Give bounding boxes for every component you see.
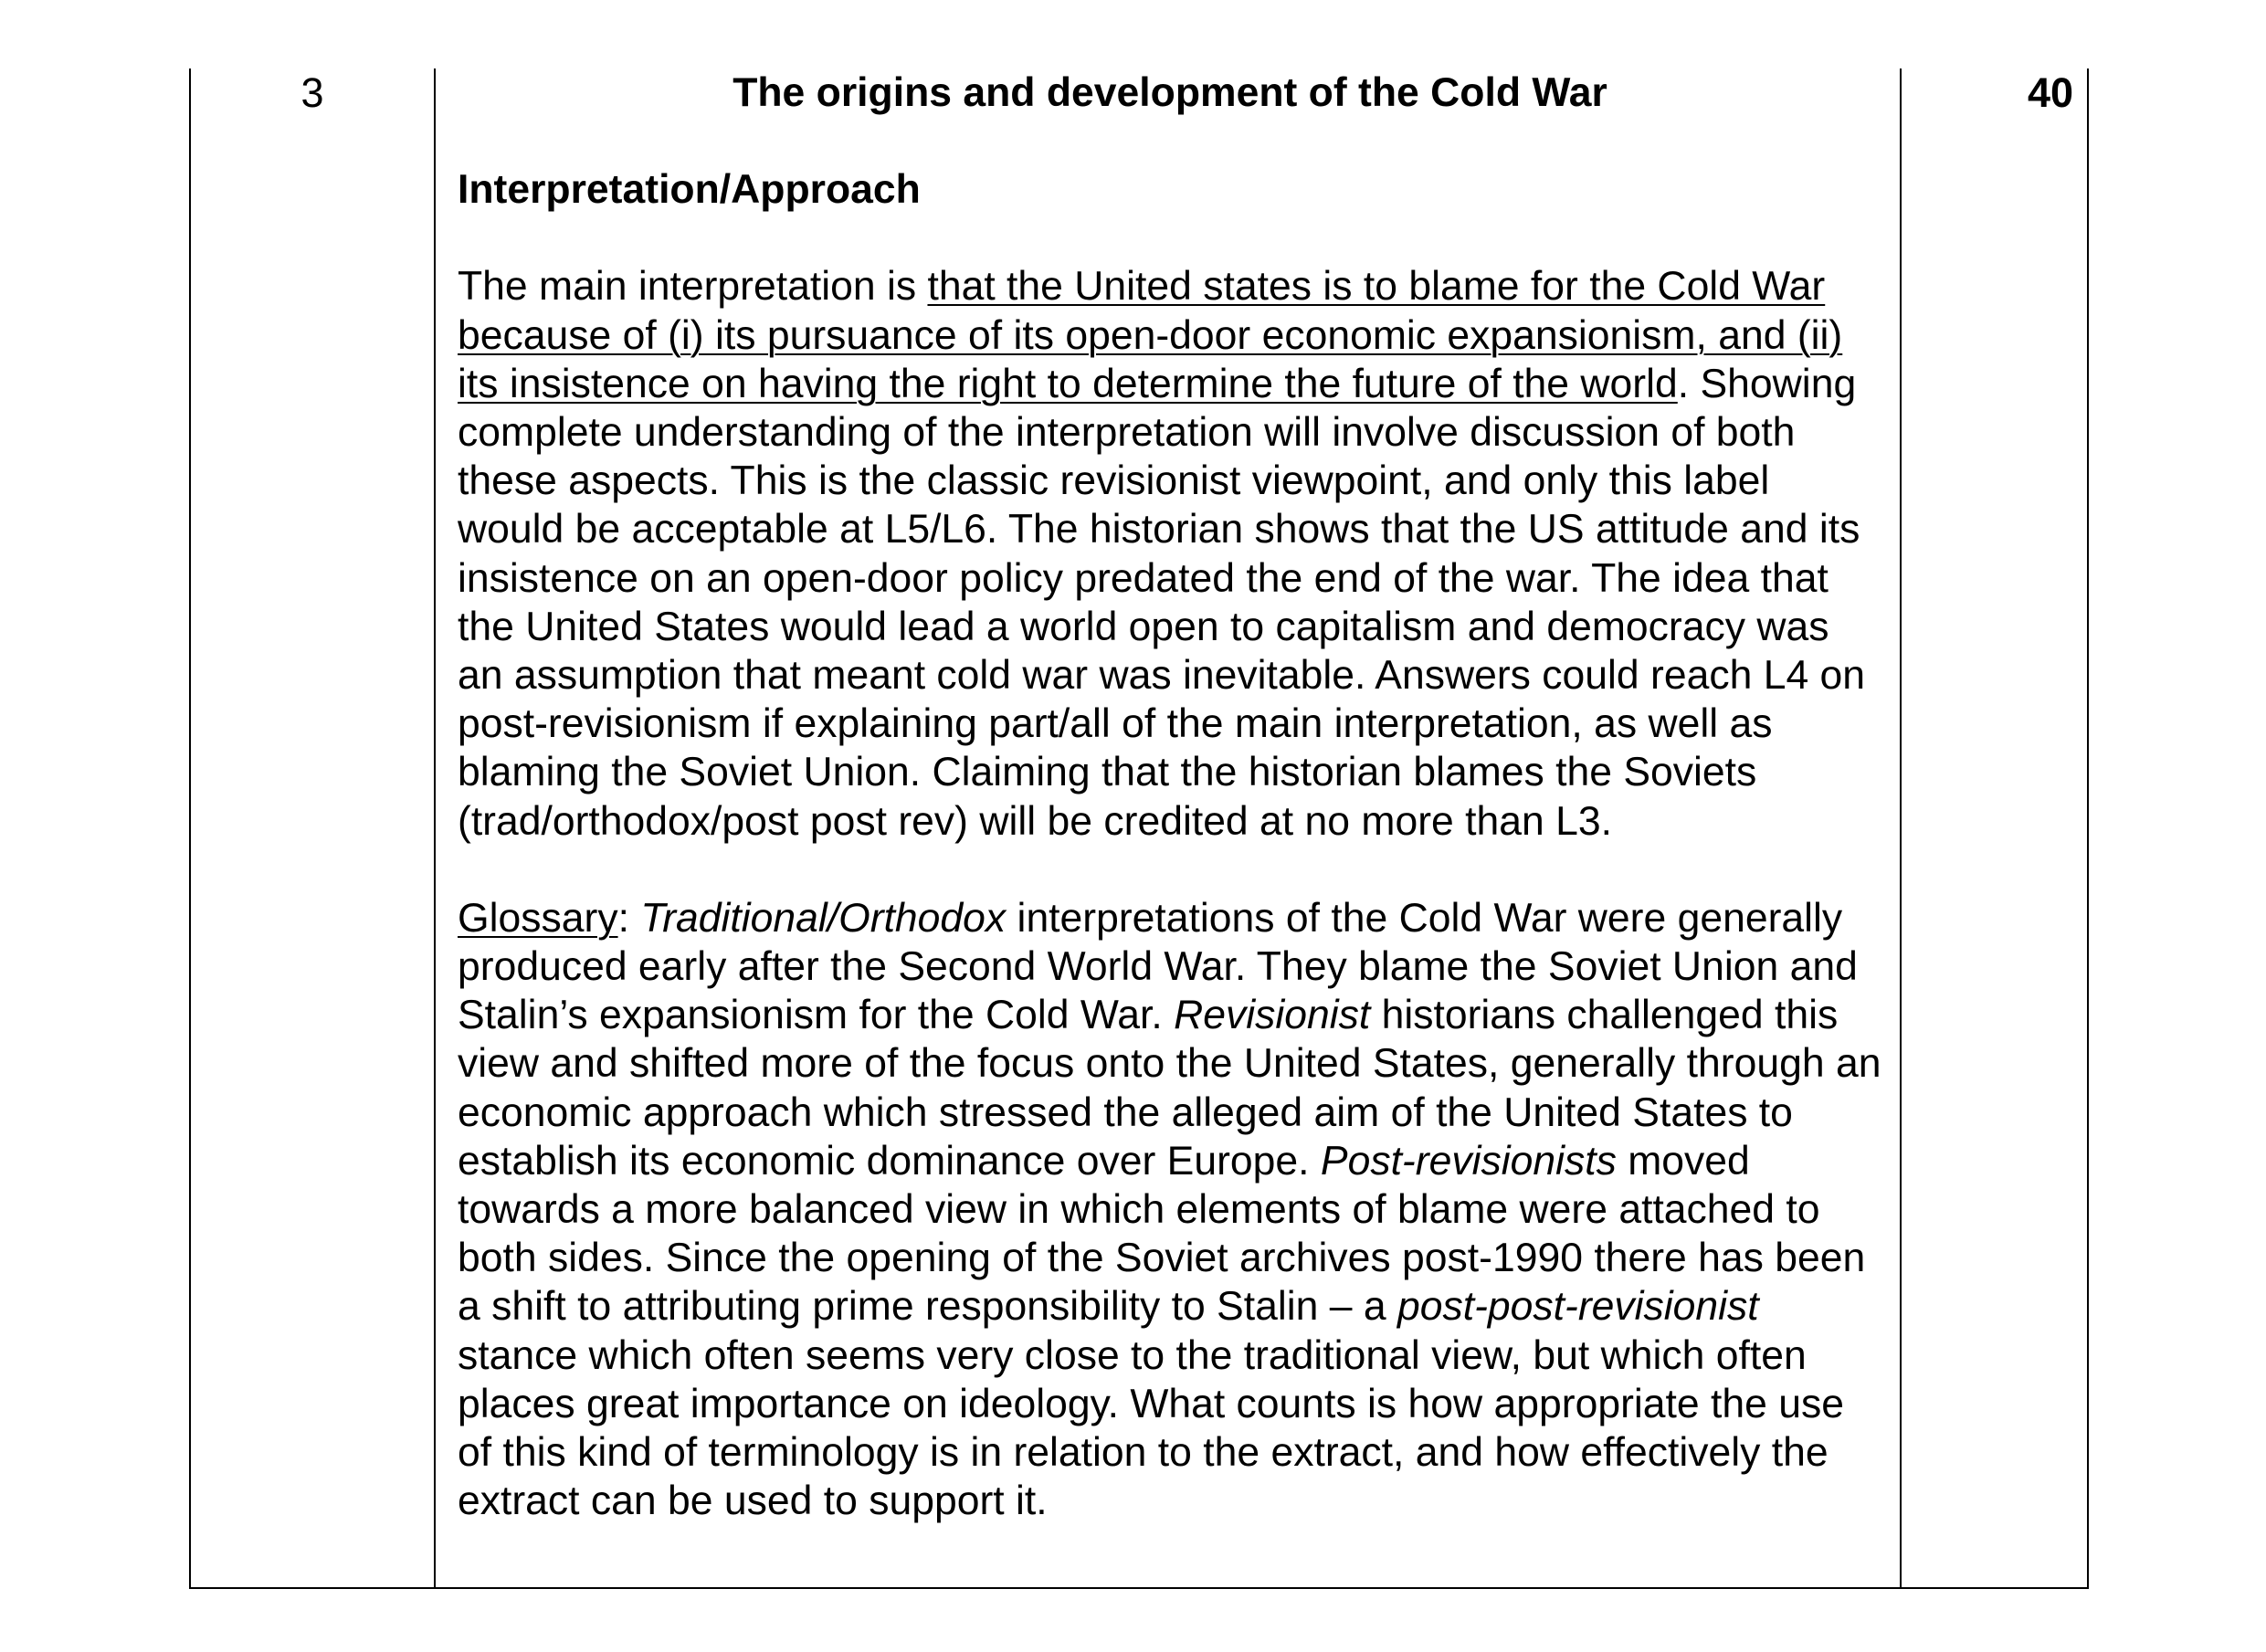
marks-total: 40 — [2027, 69, 2073, 116]
glossary-text-post-revisionist: moved towards a more balanced view in which elements of blame were attached to both sides. Since the opening of the Soviet archives post-1990 there has been a shift to attributing prime responsibility to Stalin – a — [458, 1138, 1866, 1330]
interpretation-paragraph — [458, 262, 1882, 845]
glossary-label: Glossary — [458, 895, 618, 941]
column-divider — [1900, 68, 1902, 1587]
guidance-cell — [458, 68, 1882, 1525]
interpretation-heading: Interpretation/Approach — [458, 167, 921, 213]
glossary-term-revisionist: Revisionist — [1174, 993, 1371, 1038]
interpretation-key-point: that the United states is to blame for the Cold War because of (i) its pursuance of its open-door economic expansionism, and (ii) its insistence on having the right to determine the future of the world — [458, 264, 1843, 406]
glossary-term-post-revisionist: Post-revisionists — [1320, 1138, 1617, 1184]
glossary-term-post-post-revisionist: post-post-revisionist — [1396, 1284, 1759, 1330]
interpretation-intro: The main interpretation is — [458, 264, 928, 310]
mark-scheme-table — [189, 68, 2089, 1589]
glossary-text-revisionist: historians challenged this view and shifted more of the focus onto the United States, generally through an economic approach which stressed the alleged aim of the United States to establish its economic dominance over Europe. — [458, 993, 1881, 1184]
glossary-colon: : — [617, 895, 641, 941]
interpretation-details: . Showing complete understanding of the interpretation will involve discussion of both these aspects. This is the classic revisionist viewpoint, and only this label would be acceptable at L5/L6. The historian shows that the US attitude and its insistence on an open-door policy predated the end of the war. The idea that the United States would lead a world open to capitalism and democracy was an assumption that meant cold war was inevitable. Answers could reach L4 on post-revisionism if explaining part/all of the main interpretation, as well as blaming the Soviet Union. Claiming that the historian blames the Soviets (trad/orthodox/post post rev) will be credited at no more than L3. — [458, 361, 1866, 844]
glossary-text-post-post-revisionist: stance which often seems very close to the traditional view, but which often places great importance on ideology. What counts is how appropriate the use of this kind of terminology is in relation to the extract, and how effectively the extract can be used to support it. — [458, 1332, 1844, 1524]
glossary-text-traditional: interpretations of the Cold War were generally produced early after the Second World War. They blame the Soviet Union and Stalin’s expansionism for the Cold War. — [458, 895, 1858, 1038]
question-number: 3 — [300, 69, 324, 116]
column-divider — [434, 68, 436, 1587]
glossary-paragraph — [458, 894, 1882, 1526]
glossary-term-traditional: Traditional/Orthodox — [640, 895, 1007, 941]
question-title: The origins and development of the Cold War — [732, 70, 1607, 115]
